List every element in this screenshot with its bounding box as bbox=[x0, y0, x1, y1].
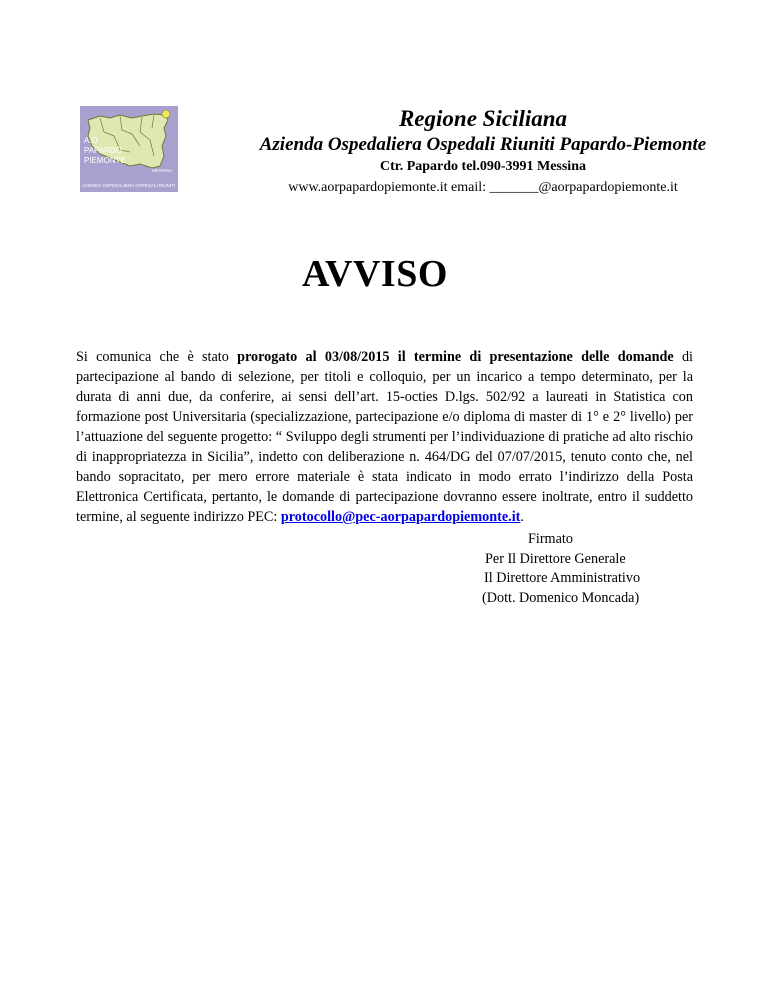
signature-office: Il Direttore Amministrativo bbox=[484, 570, 641, 586]
page-title: AVVISO bbox=[302, 253, 448, 295]
notice-bold: prorogato al 03/08/2015 il termine di presentazione delle domande bbox=[237, 349, 674, 365]
contacts-line: www.aorpapardopiemonte.it email: _______@aorpapardopiemonte.it bbox=[288, 180, 678, 195]
signature-signed: Firmato bbox=[528, 531, 573, 547]
signature-name: (Dott. Domenico Moncada) bbox=[482, 589, 640, 606]
pec-email-link[interactable]: protocollo@pec-aorpapardopiemonte.it bbox=[280, 509, 521, 525]
logo-text bbox=[84, 136, 126, 166]
notice-text: di partecipazione al bando di selezione, per titoli e colloquio, per un incarico a tempo determinato, per la durata di anni due, da conferire, ai sensi dell’art. 15-octies D.lgs. 502/92 a laureati in Statistica con formazione post Universitaria (specializzazione, partecipazione e/o diploma di master di 1° e 2° livello) per l’attuazione del seguente progetto: “ Sviluppo degli strumenti per l’individuazione di pratiche ad alto rischio di inappropriatezza in Sicilia”, indetto con deliberazione n. 464/DG del 07/07/2015, tenuto conto che, nel bando sopracitato, per mero errore materiale è stata indicato in modo errato l’indirizzo della Posta Elettronica Certificata, pertanto, le domande di partecipazione dovranno essere inoltrate, entro il suddetto termine, al seguente indirizzo PEC: bbox=[76, 349, 693, 525]
logo-line-ao: A.O. bbox=[84, 136, 101, 145]
notice-end: . bbox=[520, 509, 524, 525]
signature-block bbox=[482, 530, 640, 608]
logo-line-piemonte: PIEMONTE bbox=[84, 156, 126, 165]
logo-line-papardo: PAPARDO bbox=[84, 146, 122, 155]
azienda-title: Azienda Ospedaliera Ospedali Riuniti Papardo-Piemonte bbox=[259, 134, 707, 155]
hospital-logo bbox=[80, 106, 178, 192]
logo-city: MESSINA bbox=[152, 168, 173, 173]
address-line: Ctr. Papardo tel.090-3991 Messina bbox=[380, 159, 586, 174]
notice-intro: Si comunica che è stato bbox=[76, 349, 238, 365]
signature-role: Per Il Direttore Generale bbox=[485, 550, 626, 567]
notice-body bbox=[76, 347, 693, 527]
region-title: Regione Siciliana bbox=[398, 106, 568, 131]
logo-subtitle: AZIENDA OSPEDALIERA OSPEDALI RIUNITI bbox=[82, 183, 176, 188]
